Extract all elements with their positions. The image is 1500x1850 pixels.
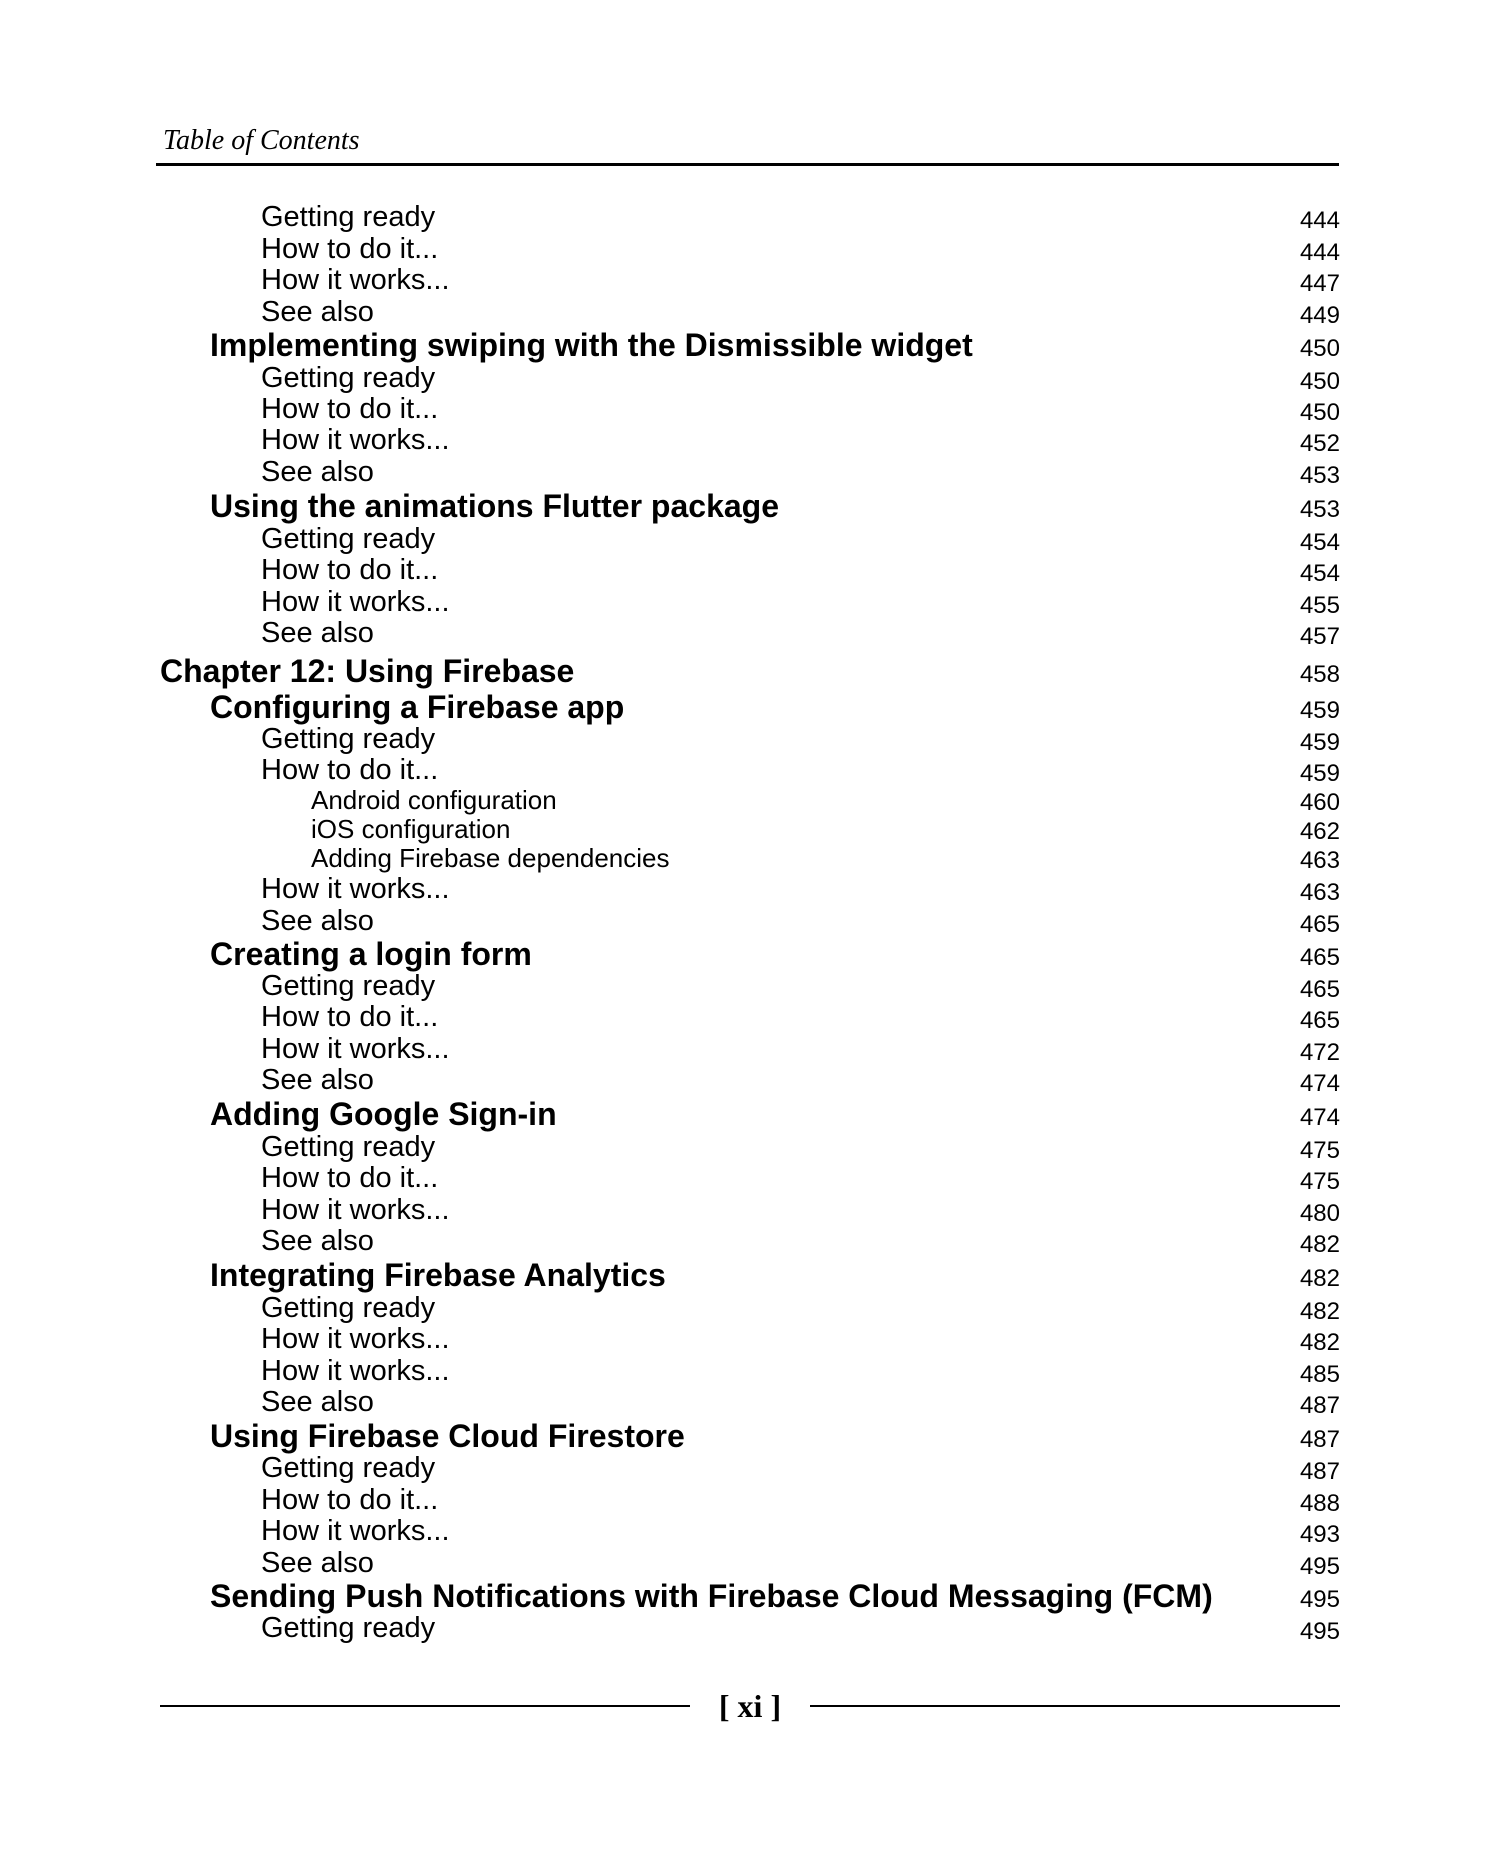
toc-entry-title: How to do it... <box>261 754 439 786</box>
toc-entry-title: Sending Push Notifications with Firebase Cloud Messaging (FCM) <box>210 1578 1213 1614</box>
toc-entry-title: Getting ready <box>261 1292 436 1324</box>
toc-entry-title: Adding Firebase dependencies <box>311 843 670 873</box>
toc-entry-title: See also <box>261 1064 374 1096</box>
toc-entry-title: Getting ready <box>261 362 436 394</box>
toc-entry-page-number: 462 <box>1299 818 1340 845</box>
toc-entry-title: iOS configuration <box>311 814 511 844</box>
toc-entry-page-number: 457 <box>1299 623 1340 650</box>
toc-entry-page-number: 444 <box>1299 239 1340 266</box>
page-header-title: Table of Contents <box>163 125 360 156</box>
toc-entry-title: Android configuration <box>311 785 557 815</box>
toc-entry-page-number: 485 <box>1299 1361 1340 1388</box>
toc-entry-page-number: 482 <box>1299 1329 1340 1356</box>
toc-entry-title: See also <box>261 905 374 937</box>
toc-entry-title: Getting ready <box>261 201 436 233</box>
toc-entry-page-number: 450 <box>1299 399 1340 426</box>
toc-entry-page-number: 495 <box>1299 1618 1340 1645</box>
toc-entry-title: Getting ready <box>261 1612 436 1644</box>
toc-entry-page-number: 488 <box>1299 1490 1340 1517</box>
toc-entry-page-number: 472 <box>1299 1039 1340 1066</box>
toc-entry-page-number: 460 <box>1299 789 1340 816</box>
toc-entry-page-number: 465 <box>1299 1007 1340 1034</box>
toc-entry-page-number: 454 <box>1299 529 1340 556</box>
toc-entry-title: Using the animations Flutter package <box>210 488 779 524</box>
toc-entry-page-number: 447 <box>1299 270 1340 297</box>
toc-entry-page-number: 465 <box>1299 976 1340 1003</box>
toc-entry-title: How it works... <box>261 1033 450 1065</box>
toc-entry-title: Getting ready <box>261 523 436 555</box>
toc-entry-title: How it works... <box>261 264 450 296</box>
toc-entry-page-number: 475 <box>1299 1168 1340 1195</box>
toc-entry-page-number: 482 <box>1299 1231 1340 1258</box>
toc-entry-page-number: 487 <box>1299 1458 1340 1485</box>
toc-entry-page-number: 482 <box>1299 1298 1340 1325</box>
footer-rule-left <box>160 1705 690 1707</box>
toc-entry-page-number: 455 <box>1299 592 1340 619</box>
toc-entry-page-number: 450 <box>1299 368 1340 395</box>
toc-entry-title: Getting ready <box>261 723 436 755</box>
toc-entry-page-number: 474 <box>1299 1104 1340 1131</box>
toc-entry-title: How it works... <box>261 1194 450 1226</box>
toc-entry-page-number: 458 <box>1299 661 1340 688</box>
toc-entry-page-number: 452 <box>1299 430 1340 457</box>
footer-rule-right <box>810 1705 1340 1707</box>
toc-entry-title: Adding Google Sign-in <box>210 1096 557 1132</box>
toc-entry-page-number: 465 <box>1299 911 1340 938</box>
toc-entry-page-number: 487 <box>1299 1392 1340 1419</box>
toc-entry-title: Implementing swiping with the Dismissible widget <box>210 327 973 363</box>
toc-entry-page-number: 463 <box>1299 879 1340 906</box>
toc-entry-title: How it works... <box>261 424 450 456</box>
toc-entry-title: How to do it... <box>261 1484 439 1516</box>
toc-entry-title: See also <box>261 296 374 328</box>
toc-entry-page-number: 459 <box>1299 697 1340 724</box>
toc-entry-page-number: 465 <box>1299 944 1340 971</box>
toc-entry-title: See also <box>261 1386 374 1418</box>
toc-entry-title: How to do it... <box>261 1162 439 1194</box>
toc-entry-page-number: 495 <box>1299 1553 1340 1580</box>
toc-entry-title: See also <box>261 617 374 649</box>
toc-entry-title: How it works... <box>261 1355 450 1387</box>
toc-entry-title: How to do it... <box>261 233 439 265</box>
toc-entry-title: Creating a login form <box>210 936 532 972</box>
toc-entry-title: See also <box>261 456 374 488</box>
toc-entry-title: How to do it... <box>261 554 439 586</box>
toc-entry-title: Using Firebase Cloud Firestore <box>210 1418 685 1454</box>
toc-entry-title: Integrating Firebase Analytics <box>210 1257 666 1293</box>
toc-entry-page-number: 444 <box>1299 207 1340 234</box>
toc-entry-title: How it works... <box>261 873 450 905</box>
toc-entry-title: How to do it... <box>261 1001 439 1033</box>
toc-entry-page-number: 453 <box>1299 496 1340 523</box>
toc-entry-page-number: 450 <box>1299 335 1340 362</box>
toc-entry-title: Getting ready <box>261 1131 436 1163</box>
toc-entry-title: Configuring a Firebase app <box>210 689 625 725</box>
toc-entry-page-number: 459 <box>1299 760 1340 787</box>
toc-entry-title: How to do it... <box>261 393 439 425</box>
toc-entry-title: How it works... <box>261 586 450 618</box>
toc-entry-page-number: 487 <box>1299 1426 1340 1453</box>
toc-entry-title: See also <box>261 1225 374 1257</box>
toc-entry-title: Getting ready <box>261 1452 436 1484</box>
toc-entry-page-number: 453 <box>1299 462 1340 489</box>
toc-entry-page-number: 474 <box>1299 1070 1340 1097</box>
toc-entry-title: How it works... <box>261 1323 450 1355</box>
toc-entry-page-number: 459 <box>1299 729 1340 756</box>
toc-entry-page-number: 454 <box>1299 560 1340 587</box>
toc-entry-page-number: 480 <box>1299 1200 1340 1227</box>
footer-page-number: [ xi ] <box>718 1688 782 1724</box>
toc-entry-page-number: 463 <box>1299 847 1340 874</box>
toc-entry-page-number: 493 <box>1299 1521 1340 1548</box>
toc-entry-page-number: 475 <box>1299 1137 1340 1164</box>
toc-entry-title: Chapter 12: Using Firebase <box>160 653 575 689</box>
toc-entry-title: See also <box>261 1547 374 1579</box>
toc-entry-title: How it works... <box>261 1515 450 1547</box>
toc-entry-page-number: 449 <box>1299 302 1340 329</box>
toc-entry-title: Getting ready <box>261 970 436 1002</box>
toc-entry-page-number: 482 <box>1299 1265 1340 1292</box>
toc-entry-page-number: 495 <box>1299 1586 1340 1613</box>
